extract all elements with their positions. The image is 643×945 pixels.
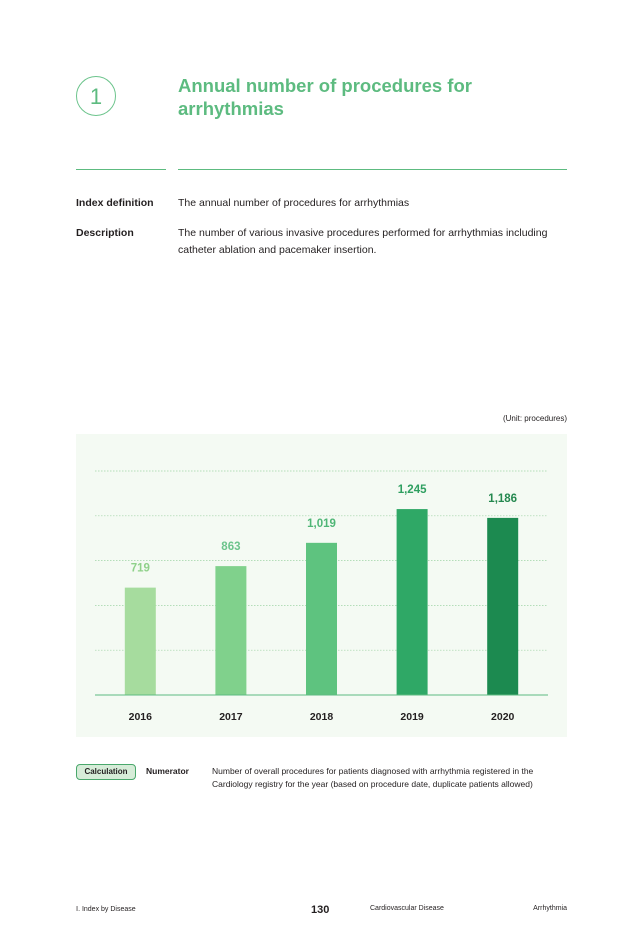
divider-right — [178, 169, 567, 170]
bar-2019 — [397, 509, 428, 695]
bar-chart-svg — [76, 434, 567, 737]
numerator-text: Number of overall procedures for patients diagnosed with arrhythmia registered in the Cardiology registry for the year (based on procedure date, duplicate patients allowed) — [212, 766, 534, 789]
description-text: The number of various invasive procedures performed for arrhythmias including catheter ablation and pacemaker insertion. — [178, 227, 548, 256]
footer-topic: Arrhythmia — [533, 905, 567, 912]
x-tick-label-2017: 2017 — [219, 711, 243, 723]
value-label-2017: 863 — [221, 541, 241, 554]
bar-2016 — [125, 588, 156, 695]
unit-label: (Unit: procedures) — [502, 414, 567, 423]
divider-left — [76, 169, 166, 170]
x-tick-label-2016: 2016 — [128, 711, 152, 723]
page-number: 130 — [311, 904, 330, 916]
description-label: Description — [76, 227, 134, 239]
value-label-2019: 1,245 — [397, 484, 427, 497]
index-definition-label: Index definition — [76, 197, 154, 209]
value-label-2018: 1,019 — [307, 517, 336, 530]
footer-chapter: Cardiovascular Disease — [370, 905, 444, 912]
page-title: Annual number of procedures for arrhythmias — [178, 75, 472, 119]
x-tick-label-2018: 2018 — [309, 711, 334, 723]
bar-chart — [76, 434, 567, 737]
bar-2017 — [215, 566, 246, 695]
calculation-badge: Calculation — [76, 764, 136, 780]
bar-2018 — [306, 543, 337, 695]
index-definition-text: The annual number of procedures for arrhythmias — [178, 197, 410, 209]
x-tick-label-2020: 2020 — [491, 711, 515, 723]
section-number-badge: 1 — [76, 76, 116, 116]
bar-2020 — [487, 518, 518, 695]
x-tick-label-2019: 2019 — [400, 711, 424, 723]
value-label-2016: 719 — [130, 562, 150, 575]
numerator-label: Numerator — [146, 766, 189, 776]
footer-section: Ⅰ. Index by Disease — [76, 906, 136, 913]
value-label-2020: 1,186 — [488, 492, 518, 505]
